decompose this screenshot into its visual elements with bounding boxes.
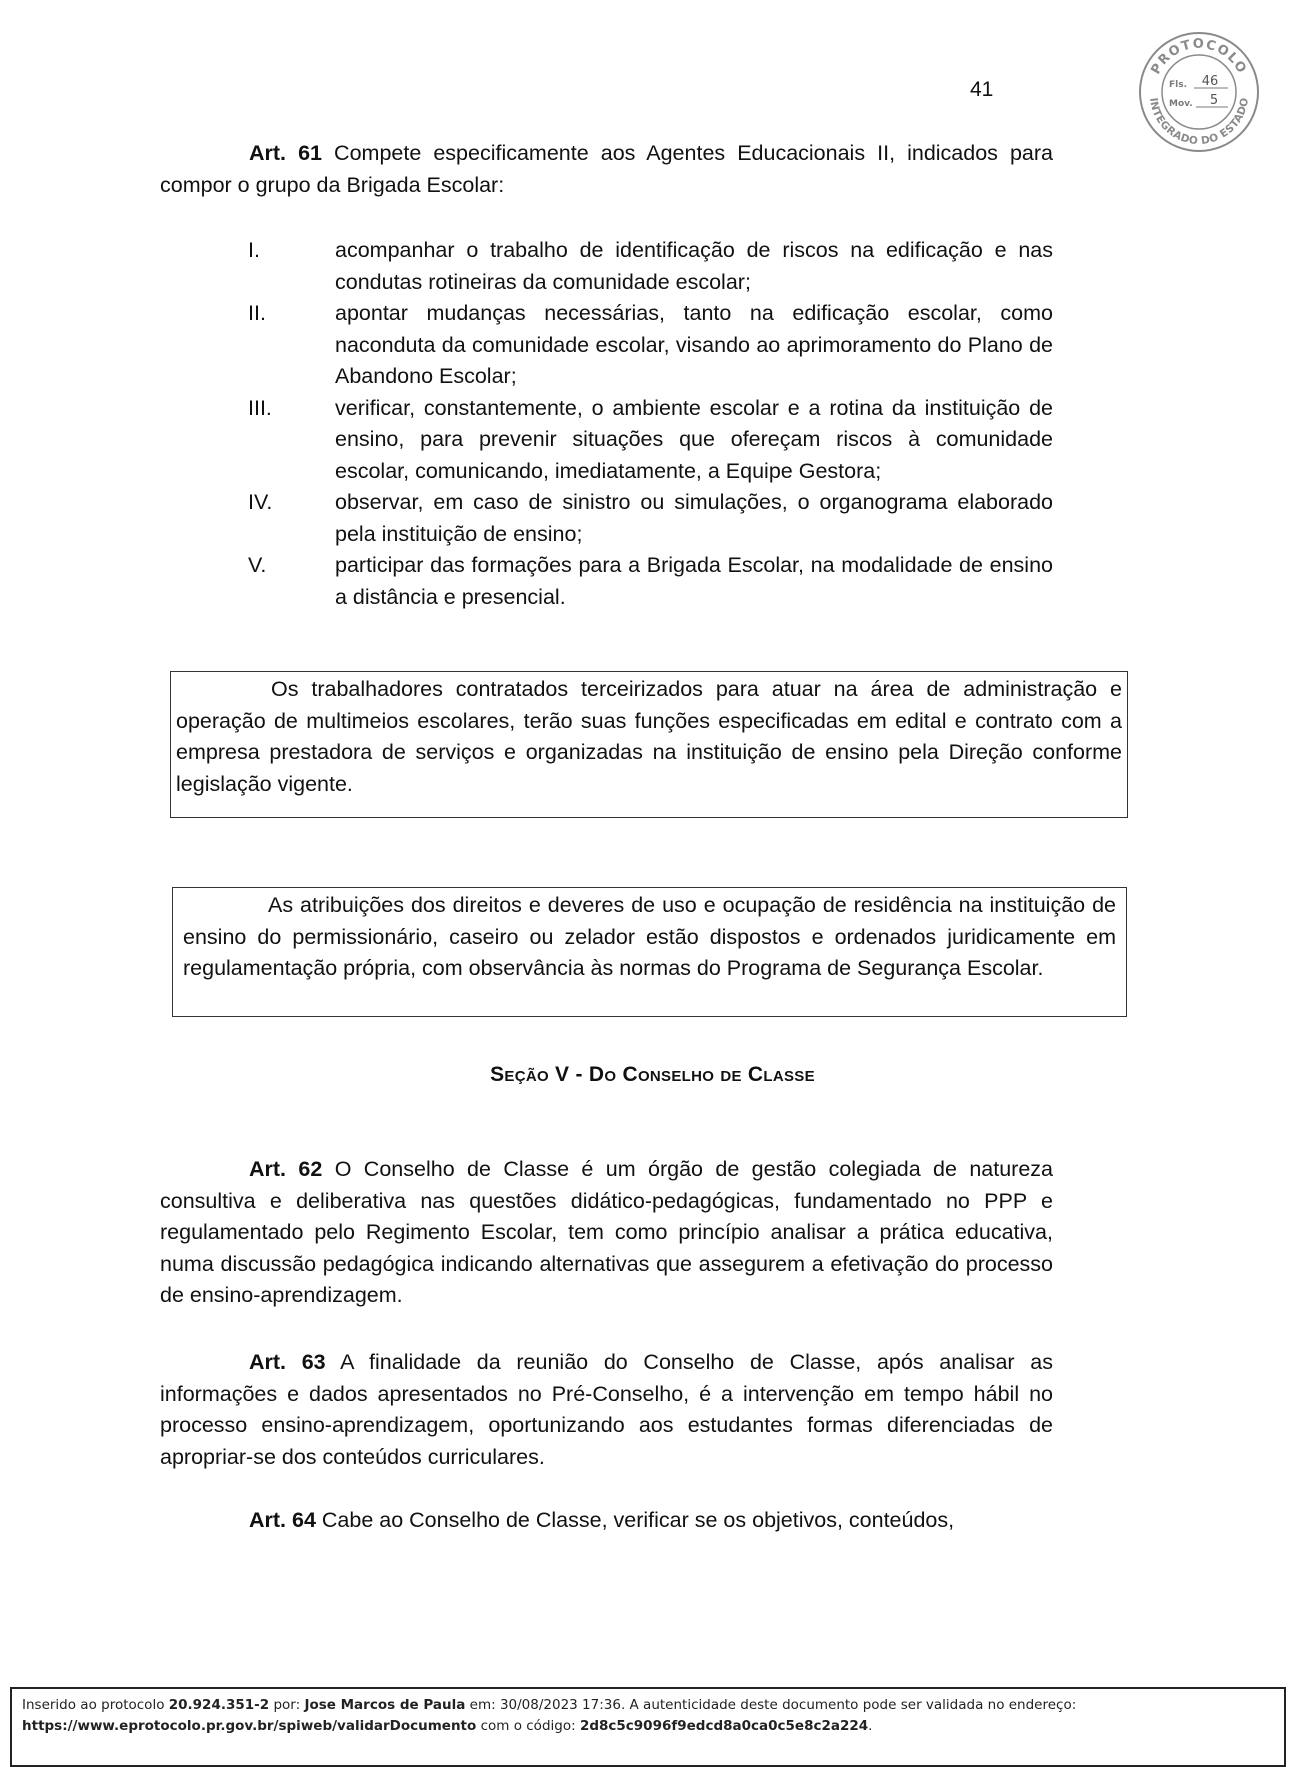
stamp-seal-icon <box>1138 31 1260 153</box>
footer-date-text: em: 30/08/2023 17:36. A autenticidade deste documento pode ser validada no endereço: <box>465 1697 1077 1713</box>
list-item <box>248 487 1053 550</box>
footer-code-label: com o código: <box>476 1718 580 1734</box>
item-text: observar, em caso de sinistro ou simulações, o organograma elaborado pela instituição de ensino; <box>335 490 1053 546</box>
article-62 <box>160 1154 1053 1312</box>
stamp-fls-label: Fls. <box>1169 80 1188 90</box>
item-text: verificar, constantemente, o ambiente escolar e a rotina da instituição de ensino, para prevenir situações que ofereçam riscos à comunidade escolar, comunicando, imediatamente, a Equipe Gestora; <box>335 395 1053 483</box>
stamp-mov-label: Mov. <box>1169 99 1193 109</box>
article-62-label: Art. 62 <box>249 1157 323 1181</box>
footer-by: por: <box>269 1697 305 1713</box>
footer-end: . <box>868 1718 873 1734</box>
footer-validation-code: 2d8c5c9096f9edcd8a0ca0c5e8c2a224 <box>579 1718 869 1734</box>
item-numeral: II. <box>248 301 266 325</box>
item-text: apontar mudanças necessárias, tanto na edificação escolar, como naconduta da comunidade escolar, visando ao aprimoramento do Plano de Abandono Escolar; <box>335 301 1053 388</box>
boxed-note-outsourced-workers <box>170 671 1128 818</box>
authenticity-footer <box>10 1687 1286 1767</box>
item-numeral: I. <box>248 238 260 262</box>
article-61-text: Compete especificamente aos Agentes Educacionais II, indicados para compor o grupo da Brigada Escolar: <box>160 141 1054 197</box>
article-63 <box>160 1347 1053 1473</box>
list-item <box>248 235 1053 298</box>
list-item <box>248 298 1053 393</box>
footer-validation-url[interactable]: https://www.eprotocolo.pr.gov.br/spiweb/validarDocumento <box>22 1718 477 1734</box>
stamp-bottom-text: INTEGRADO DO ESTADO <box>1147 96 1252 148</box>
item-numeral: V. <box>248 553 267 577</box>
boxed-note-text: Os trabalhadores contratados terceirizados para atuar na área de administração e operação de multimeios escolares, terão suas funções especificadas em edital e contrato com a empresa prestadora de serviços e organizadas na instituição de ensino pela Direção conforme legislação vigente. <box>176 677 1122 796</box>
article-61 <box>160 138 1053 201</box>
item-text: acompanhar o trabalho de identificação de riscos na edificação e nas condutas rotineiras da comunidade escolar; <box>335 238 1053 294</box>
section-title: Seção V - Do Conselho de Classe <box>490 1063 815 1086</box>
footer-author: Jose Marcos de Paula <box>304 1697 466 1713</box>
svg-text:PROTOCOLO <box>1148 37 1249 77</box>
stamp-top-text: PROTOCOLO <box>1148 36 1250 78</box>
protocol-stamp <box>1138 31 1260 153</box>
item-numeral: III. <box>248 395 272 420</box>
article-63-text: A finalidade da reunião do Conselho de Classe, após analisar as informações e dados apresentados no Pré-Conselho, é a intervenção em tempo hábil no processo ensino-aprendizagem, oportunizando aos estudantes formas diferenciadas de apropriar-se dos conteúdos curriculares. <box>160 1350 1054 1469</box>
article-64 <box>160 1505 1053 1537</box>
footer-prefix: Inserido ao protocolo <box>22 1697 169 1713</box>
page-number: 41 <box>970 78 994 101</box>
boxed-note-residence <box>172 887 1127 1017</box>
article-63-label: Art. 63 <box>249 1350 326 1374</box>
item-text: participar das formações para a Brigada Escolar, na modalidade de ensino a distância e presencial. <box>335 553 1053 609</box>
item-numeral: IV. <box>248 490 273 514</box>
boxed-note-text: As atribuições dos direitos e deveres de uso e ocupação de residência na instituição de ensino do permissionário, caseiro ou zelador estão dispostos e ordenados juridicamente em regulamentação própria, com observância às normas do Programa de Segurança Escolar. <box>183 893 1116 980</box>
article-61-label: Art. 61 <box>249 141 322 165</box>
article-62-text: O Conselho de Classe é um órgão de gestão colegiada de natureza consultiva e deliberativa nas questões didático-pedagógicas, fundamentado no PPP e regulamentado pelo Regimento Escolar, tem como princípio analisar a prática educativa, numa discussão pedagógica indicando alternativas que assegurem a efetivação do processo de ensino-aprendizagem. <box>160 1157 1053 1307</box>
footer-protocol-number: 20.924.351-2 <box>168 1697 270 1713</box>
article-61-items <box>248 235 1053 613</box>
list-item <box>248 393 1053 488</box>
list-item <box>248 550 1053 613</box>
article-64-text: Cabe ao Conselho de Classe, verificar se os objetivos, conteúdos, <box>315 1508 955 1532</box>
stamp-mov-value: 5 <box>1209 93 1219 108</box>
article-64-label: Art. 64 <box>249 1508 316 1532</box>
stamp-fls-value: 46 <box>1201 74 1219 89</box>
